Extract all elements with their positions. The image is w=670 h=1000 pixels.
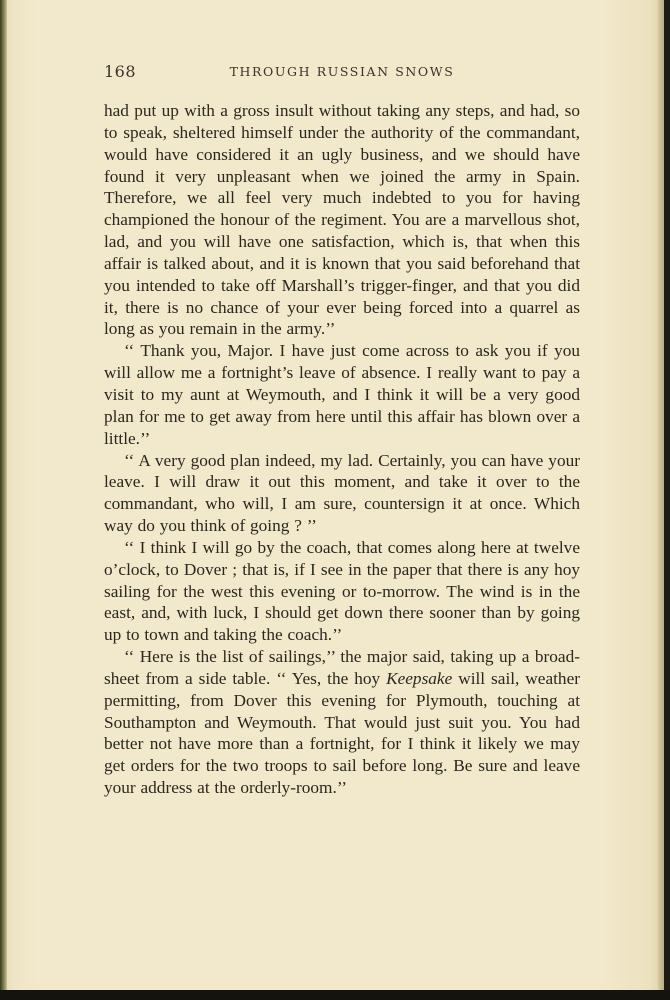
page-number: 168 (104, 62, 137, 81)
page-header (104, 62, 580, 84)
page-binding-edge (0, 0, 7, 990)
paragraph-5-end: will sail, weather permitting, from Dover this evening for Plymouth, touching at Southampton and Weymouth. That would just suit you. You had better not have more than a fortnight, for I think it likely we may get orders for the two troops to sail before long. Be sure and leave your address at the orderly-room.’’ (104, 668, 580, 798)
paragraph-5-start: ‘‘ Here is the list of sailings,’’ the major said, taking up a broad-sheet from a side table. ‘‘ Yes, the hoy (104, 647, 580, 688)
paragraph-5 (104, 646, 580, 799)
paragraph-1: had put up with a gross insult without taking any steps, and had, so to speak, sheltered himself under the authority of the commandant, would have considered it an ugly business, and we should have found it very unpleasant when we joined the army in Spain. Therefore, we all feel very much indebted to you for having championed the honour of the regiment. You are a marvellous shot, lad, and you will have one satisfaction, which is, that when this affair is talked about, and it is known that you said beforehand that you intended to take off Marshall’s trigger-finger, and that you did it, there is no chance of your ever being forced into a quarrel as long as you remain in the army.’’ (104, 101, 580, 339)
paragraph-3: ‘‘ A very good plan indeed, my lad. Certainly, you can have your leave. I will draw it out this moment, and take it over to the commandant, who will, I am sure, countersign it at once. Which way do you think of going ? ’’ (104, 450, 580, 536)
page-right-edge (658, 0, 664, 990)
body-text (104, 100, 580, 799)
ship-name: Keepsake (386, 668, 453, 688)
paragraph-2: ‘‘ Thank you, Major. I have just come across to ask you if you will allow me a fortnight’s leave of absence. I really want to pay a visit to my aunt at Weymouth, and I think it will be a very good plan for me to get away from here until this affair has blown over a little.’’ (104, 341, 580, 448)
paragraph-4: ‘‘ I think I will go by the coach, that comes along here at twelve o’clock, to Dover ; that is, if I see in the paper that there is any hoy sailing for the west this evening or to-morrow. The wind is in the east, and, with luck, I should get down there sooner than by going up to town and taking the coach.’’ (104, 537, 580, 645)
scan-bottom-edge (0, 990, 670, 1000)
running-title: THROUGH RUSSIAN SNOWS (229, 64, 455, 79)
